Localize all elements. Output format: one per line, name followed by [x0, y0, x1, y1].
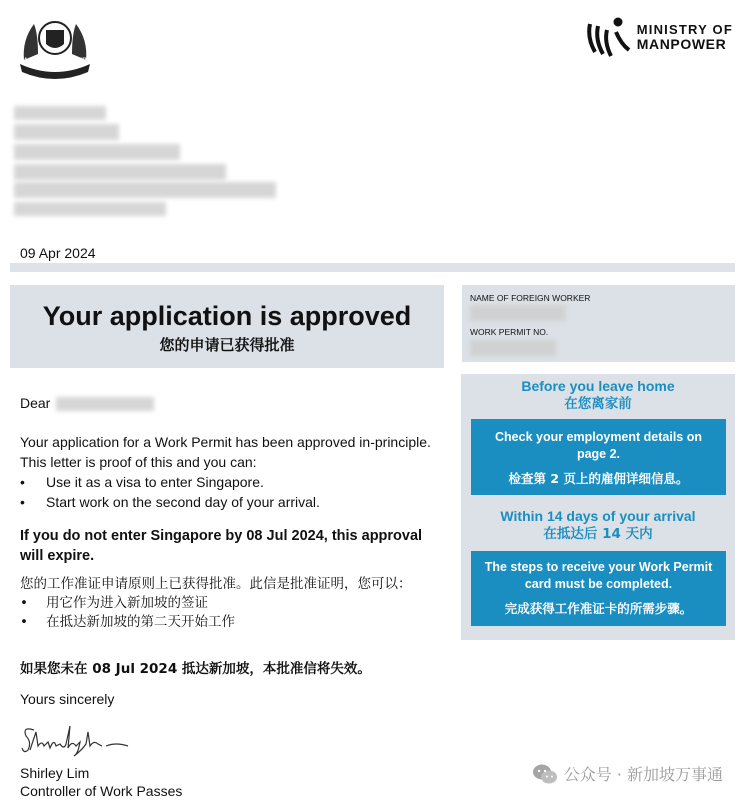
mom-figure-icon: [585, 14, 631, 60]
work-permit-label: WORK PERMIT NO.: [470, 327, 549, 337]
watermark-text: 公众号 · 新加坡万事通: [563, 765, 723, 784]
ministry-line1: MINISTRY OF: [636, 22, 733, 37]
approval-title-en: Your application is approved: [42, 301, 412, 331]
signer-block: [20, 764, 182, 800]
panel-heading-2: Within 14 days of your arrival 在抵达后 14 天内: [500, 508, 696, 542]
intro-text: Your application for a Work Permit has been approved in-principle. This letter is proof of this and you can:: [20, 434, 431, 470]
panel-heading-1: Before you leave home 在您离家前: [521, 378, 675, 412]
crest-motto: MAJULAH SINGAPURA: [18, 58, 92, 64]
divider-bar: [10, 263, 735, 272]
warning-en: If you do not enter Singapore by 08 Jul 2024, this approval will expire.: [20, 528, 423, 564]
bullet-list-en: [20, 472, 440, 512]
list-item: • 用它作为进入新加坡的签证: [20, 594, 440, 613]
wechat-watermark: [532, 762, 723, 785]
singapore-crest-logo: [12, 10, 98, 82]
wechat-icon: [532, 763, 558, 785]
signature: [20, 720, 135, 758]
ministry-line2: MANPOWER: [636, 36, 727, 52]
bullet-list-cn: [20, 594, 440, 632]
signer-title: Controller of Work Passes: [20, 783, 183, 799]
salutation: Dear: [20, 393, 154, 413]
employment-details-box: Check your employment details on page 2. 检查第 2 页上的雇佣详细信息。: [471, 419, 726, 495]
signer-name: Shirley Lim: [20, 765, 90, 781]
ministry-of-manpower-logo: [585, 14, 733, 60]
intro-paragraph: [20, 432, 440, 512]
work-permit-steps-box: The steps to receive your Work Permit card must be completed. 完成获得工作准证卡的所需步骤。: [471, 551, 726, 626]
list-item: • Use it as a visa to enter Singapore.: [20, 472, 440, 492]
letter-date: 09 Apr 2024: [20, 245, 96, 261]
redacted-worker-name: [470, 305, 566, 321]
approval-title-cn: 您的申请已获得批准: [159, 336, 295, 354]
redacted-permit-number: [470, 340, 556, 356]
warning-cn: 如果您未在 08 Jul 2024 抵达新加坡，本批准信将失效。: [20, 661, 371, 677]
redacted-recipient: [56, 397, 154, 411]
intro-paragraph-cn: [20, 575, 440, 632]
instructions-panel: [461, 374, 735, 640]
list-item: • Start work on the second day of your arrival.: [20, 492, 440, 512]
approval-banner: [10, 285, 444, 368]
list-item: • 在抵达新加坡的第二天开始工作: [20, 613, 440, 632]
worker-info-box: [462, 285, 735, 362]
worker-name-label: NAME OF FOREIGN WORKER: [470, 293, 591, 303]
closing: Yours sincerely: [20, 691, 115, 707]
intro-text-cn: 您的工作准证申请原则上已获得批准。此信是批准证明，您可以：: [20, 576, 412, 592]
